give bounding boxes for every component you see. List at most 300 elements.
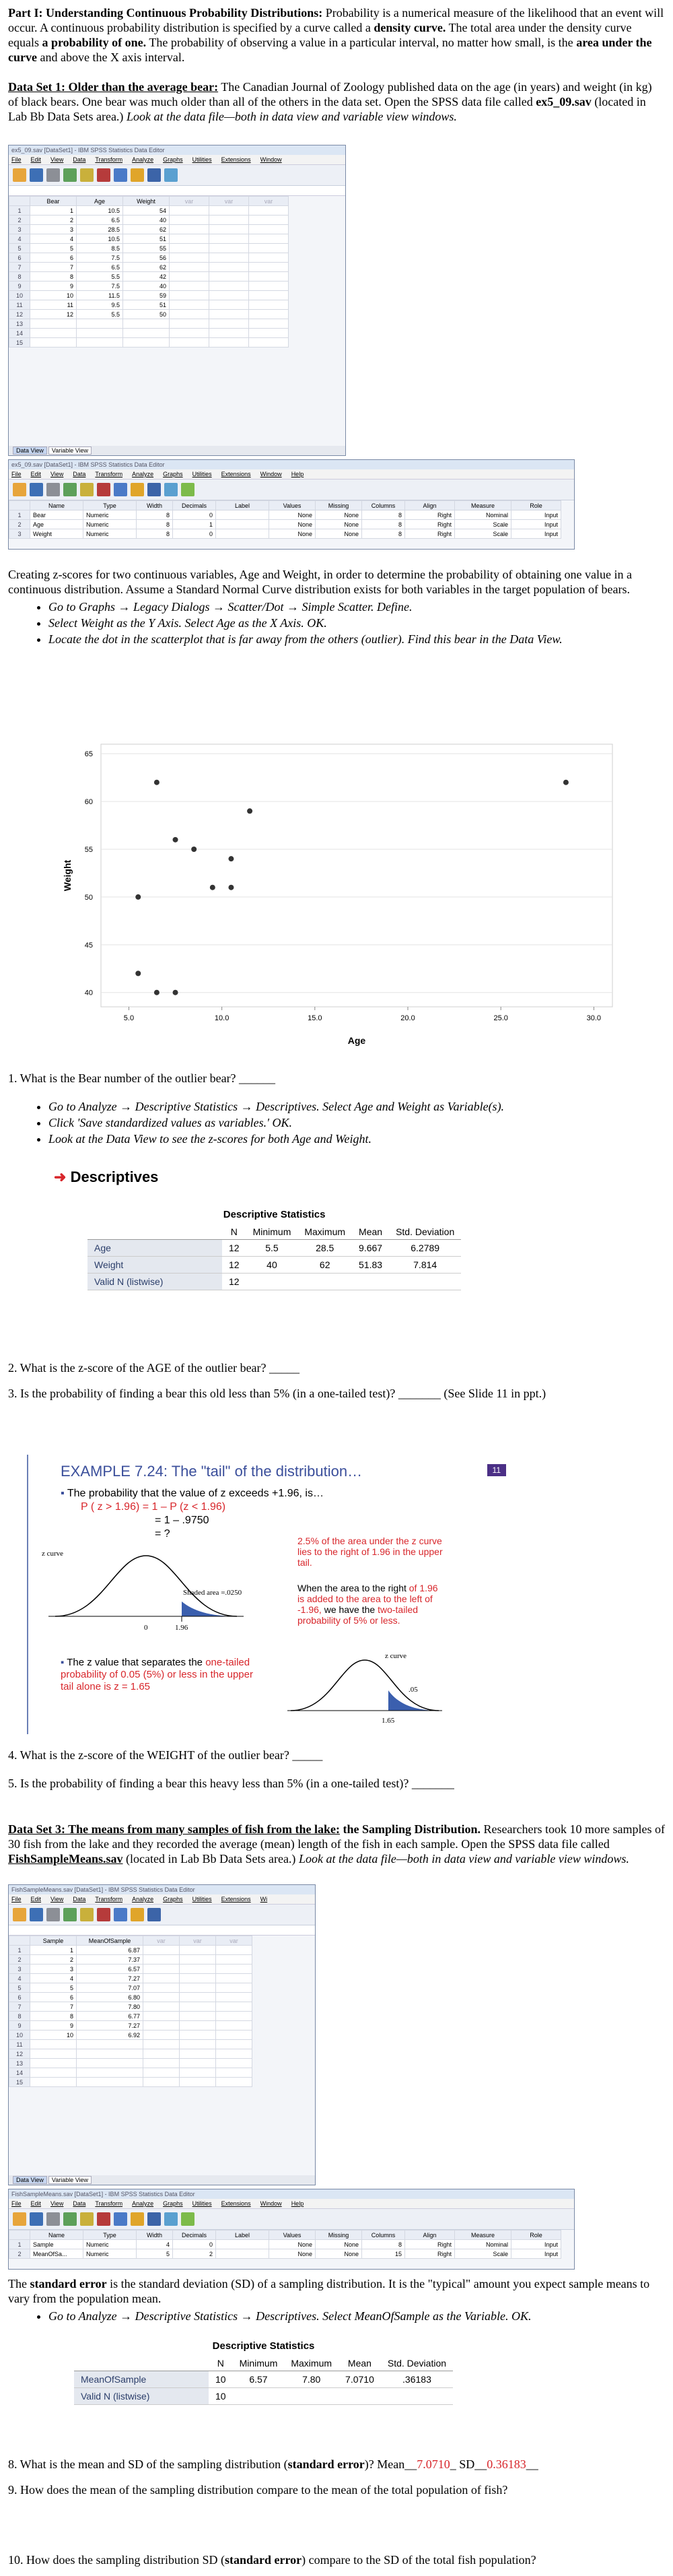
table-cell[interactable]: 6 <box>30 253 77 263</box>
table-cell[interactable] <box>30 2068 77 2078</box>
table-cell[interactable] <box>209 338 249 348</box>
column-header[interactable]: Bear <box>30 197 77 206</box>
row-number[interactable]: 2 <box>9 216 30 225</box>
menu-item[interactable]: Data <box>73 1896 86 1903</box>
row-number[interactable]: 3 <box>9 225 30 234</box>
table-cell[interactable] <box>170 291 209 300</box>
menu-item[interactable]: Graphs <box>163 156 183 163</box>
table-cell[interactable]: 51 <box>123 300 170 310</box>
open-folder-icon[interactable] <box>13 1908 26 1921</box>
table-cell[interactable] <box>143 2059 180 2068</box>
variables-icon[interactable] <box>114 1908 127 1921</box>
table-cell[interactable]: 6 <box>30 1993 77 2002</box>
table-cell[interactable]: Sample <box>30 2240 83 2249</box>
table-cell[interactable] <box>143 1946 180 1955</box>
table-cell[interactable] <box>143 2030 180 2040</box>
row-number[interactable]: 5 <box>9 244 30 253</box>
table-cell[interactable]: 62 <box>123 263 170 272</box>
table-cell[interactable]: 5.5 <box>77 310 123 319</box>
table-cell[interactable]: 4 <box>137 2240 173 2249</box>
table-cell[interactable]: 7.27 <box>77 2021 143 2030</box>
table-cell[interactable]: 0 <box>173 510 216 520</box>
column-header[interactable]: var <box>216 1936 252 1946</box>
table-cell[interactable] <box>170 282 209 291</box>
table-cell[interactable]: 1 <box>173 520 216 529</box>
table-cell[interactable] <box>143 1983 180 1993</box>
column-header[interactable]: Age <box>77 197 123 206</box>
table-cell[interactable] <box>77 2040 143 2049</box>
table-cell[interactable]: 8.5 <box>77 244 123 253</box>
save-icon[interactable] <box>30 483 43 496</box>
table-cell[interactable] <box>170 234 209 244</box>
menu-item[interactable]: Analyze <box>132 471 154 477</box>
weight-cases-icon[interactable] <box>164 483 178 496</box>
table-cell[interactable] <box>216 2068 252 2078</box>
menu-item[interactable]: Graphs <box>163 471 183 477</box>
menu-item[interactable]: Edit <box>30 2200 42 2207</box>
table-cell[interactable]: Numeric <box>83 529 137 539</box>
table-cell[interactable] <box>249 300 289 310</box>
table-cell[interactable]: 0 <box>173 2240 216 2249</box>
table-cell[interactable] <box>216 2240 269 2249</box>
table-cell[interactable]: 6.5 <box>77 263 123 272</box>
goto-case-icon[interactable] <box>97 1908 110 1921</box>
menu-item[interactable]: Help <box>291 471 304 477</box>
weight-cases-icon[interactable] <box>164 168 178 182</box>
table-cell[interactable]: 62 <box>123 225 170 234</box>
table-cell[interactable]: 28.5 <box>77 225 123 234</box>
table-cell[interactable]: Input <box>511 510 561 520</box>
table-cell[interactable] <box>216 1955 252 1964</box>
table-cell[interactable] <box>249 244 289 253</box>
table-cell[interactable] <box>77 338 123 348</box>
row-number[interactable]: 8 <box>9 2012 30 2021</box>
table-cell[interactable]: Nominal <box>455 2240 511 2249</box>
table-cell[interactable]: Age <box>30 520 83 529</box>
row-number[interactable]: 12 <box>9 2049 30 2059</box>
menu-item[interactable]: Extensions <box>221 156 251 163</box>
table-cell[interactable]: 7.07 <box>77 1983 143 1993</box>
table-cell[interactable] <box>180 1983 216 1993</box>
table-cell[interactable]: 7.5 <box>77 253 123 263</box>
table-cell[interactable]: 42 <box>123 272 170 282</box>
table-cell[interactable]: 55 <box>123 244 170 253</box>
menu-item[interactable]: Graphs <box>163 1896 183 1903</box>
tab-data-view[interactable]: Data View <box>13 447 47 455</box>
row-number[interactable]: 2 <box>9 2249 30 2259</box>
row-number[interactable]: 13 <box>9 2059 30 2068</box>
table-cell[interactable] <box>209 282 249 291</box>
row-number[interactable]: 3 <box>9 529 30 539</box>
table-cell[interactable] <box>216 510 269 520</box>
find-icon[interactable] <box>131 1908 144 1921</box>
table-cell[interactable]: 4 <box>30 1974 77 1983</box>
table-cell[interactable]: 7.37 <box>77 1955 143 1964</box>
save-icon[interactable] <box>30 2212 43 2226</box>
tab-data-view[interactable]: Data View <box>13 2176 47 2184</box>
row-number[interactable]: 8 <box>9 272 30 282</box>
table-cell[interactable] <box>249 263 289 272</box>
table-cell[interactable]: 50 <box>123 310 170 319</box>
table-cell[interactable] <box>249 338 289 348</box>
menu-item[interactable]: File <box>11 471 22 477</box>
table-cell[interactable] <box>216 2040 252 2049</box>
dialog-recall-icon[interactable] <box>63 2212 77 2226</box>
table-cell[interactable] <box>216 520 269 529</box>
table-cell[interactable]: 6.92 <box>77 2030 143 2040</box>
table-cell[interactable] <box>180 2030 216 2040</box>
table-cell[interactable]: None <box>269 510 316 520</box>
row-number[interactable]: 4 <box>9 1974 30 1983</box>
undo-icon[interactable] <box>80 1908 94 1921</box>
table-cell[interactable] <box>216 2002 252 2012</box>
row-number[interactable]: 2 <box>9 520 30 529</box>
table-cell[interactable] <box>249 225 289 234</box>
table-cell[interactable] <box>143 1974 180 1983</box>
column-header[interactable]: MeanOfSample <box>77 1936 143 1946</box>
table-cell[interactable]: 8 <box>362 529 405 539</box>
menu-item[interactable]: Help <box>291 2200 304 2207</box>
row-number[interactable]: 14 <box>9 2068 30 2078</box>
table-cell[interactable]: Nominal <box>455 510 511 520</box>
table-cell[interactable]: 8 <box>362 520 405 529</box>
table-cell[interactable] <box>216 1964 252 1974</box>
table-cell[interactable]: Input <box>511 2249 561 2259</box>
table-cell[interactable] <box>123 338 170 348</box>
table-cell[interactable]: None <box>316 2240 362 2249</box>
menu-item[interactable]: Transform <box>95 1896 123 1903</box>
menu-item[interactable]: Extensions <box>221 1896 251 1903</box>
table-cell[interactable]: None <box>316 529 362 539</box>
table-cell[interactable] <box>143 1955 180 1964</box>
table-cell[interactable] <box>216 2078 252 2087</box>
table-cell[interactable] <box>249 319 289 329</box>
table-cell[interactable]: Numeric <box>83 2240 137 2249</box>
table-cell[interactable]: 11 <box>30 300 77 310</box>
table-cell[interactable]: None <box>316 2249 362 2259</box>
menu-item[interactable]: Analyze <box>132 1896 154 1903</box>
menu-item[interactable]: Utilities <box>192 1896 212 1903</box>
table-cell[interactable] <box>180 2002 216 2012</box>
table-cell[interactable] <box>30 2049 77 2059</box>
table-cell[interactable]: 8 <box>30 2012 77 2021</box>
row-number[interactable]: 1 <box>9 206 30 216</box>
row-number[interactable]: 11 <box>9 300 30 310</box>
table-cell[interactable] <box>216 2249 269 2259</box>
table-cell[interactable]: 1 <box>30 206 77 216</box>
tab-variable-view[interactable]: Variable View <box>48 447 92 455</box>
menu-item[interactable]: Data <box>73 156 86 163</box>
row-number[interactable]: 3 <box>9 1964 30 1974</box>
print-icon[interactable] <box>46 168 60 182</box>
menu-item[interactable]: Window <box>260 2200 282 2207</box>
table-cell[interactable]: Right <box>405 2249 455 2259</box>
table-cell[interactable] <box>209 291 249 300</box>
table-cell[interactable]: 7.5 <box>77 282 123 291</box>
table-cell[interactable] <box>249 253 289 263</box>
table-cell[interactable] <box>180 2021 216 2030</box>
menu-item[interactable]: Transform <box>95 156 123 163</box>
table-cell[interactable] <box>180 2078 216 2087</box>
table-cell[interactable] <box>77 329 123 338</box>
table-cell[interactable] <box>180 1974 216 1983</box>
table-cell[interactable]: 4 <box>30 234 77 244</box>
print-icon[interactable] <box>46 1908 60 1921</box>
table-cell[interactable]: 59 <box>123 291 170 300</box>
menu-item[interactable]: Data <box>73 2200 86 2207</box>
menu-item[interactable]: Transform <box>95 471 123 477</box>
print-icon[interactable] <box>46 2212 60 2226</box>
undo-icon[interactable] <box>80 168 94 182</box>
row-number[interactable]: 5 <box>9 1983 30 1993</box>
row-number[interactable]: 4 <box>9 234 30 244</box>
find-icon[interactable] <box>131 483 144 496</box>
table-cell[interactable] <box>143 1993 180 2002</box>
table-cell[interactable] <box>180 2049 216 2059</box>
table-cell[interactable] <box>77 2049 143 2059</box>
table-cell[interactable]: Bear <box>30 510 83 520</box>
row-number[interactable]: 11 <box>9 2040 30 2049</box>
table-cell[interactable] <box>209 319 249 329</box>
table-cell[interactable] <box>30 2059 77 2068</box>
table-cell[interactable]: 8 <box>137 510 173 520</box>
column-header[interactable]: var <box>180 1936 216 1946</box>
table-cell[interactable] <box>77 2059 143 2068</box>
table-cell[interactable] <box>143 2049 180 2059</box>
table-cell[interactable] <box>180 1964 216 1974</box>
table-cell[interactable] <box>170 206 209 216</box>
row-number[interactable]: 15 <box>9 2078 30 2087</box>
find-icon[interactable] <box>131 168 144 182</box>
menu-item[interactable]: Utilities <box>192 156 212 163</box>
menu-item[interactable]: Analyze <box>132 2200 154 2207</box>
menu-item[interactable]: File <box>11 2200 22 2207</box>
table-cell[interactable]: Numeric <box>83 510 137 520</box>
table-cell[interactable]: Scale <box>455 520 511 529</box>
table-cell[interactable] <box>209 234 249 244</box>
table-cell[interactable]: 10.5 <box>77 234 123 244</box>
table-cell[interactable]: 6.87 <box>77 1946 143 1955</box>
table-cell[interactable]: 6.57 <box>77 1964 143 1974</box>
column-header[interactable]: var <box>249 197 289 206</box>
table-cell[interactable]: Right <box>405 520 455 529</box>
row-number[interactable]: 1 <box>9 510 30 520</box>
open-folder-icon[interactable] <box>13 483 26 496</box>
table-cell[interactable]: None <box>316 520 362 529</box>
value-labels-icon[interactable] <box>181 2212 194 2226</box>
table-cell[interactable]: 6.80 <box>77 1993 143 2002</box>
table-cell[interactable] <box>30 2078 77 2087</box>
menu-item[interactable]: File <box>11 1896 22 1903</box>
table-cell[interactable]: Right <box>405 529 455 539</box>
table-cell[interactable] <box>216 1983 252 1993</box>
table-cell[interactable] <box>143 2068 180 2078</box>
table-cell[interactable]: 40 <box>123 216 170 225</box>
table-cell[interactable]: None <box>269 520 316 529</box>
table-cell[interactable] <box>170 272 209 282</box>
table-cell[interactable] <box>143 2040 180 2049</box>
table-cell[interactable] <box>209 206 249 216</box>
menu-item[interactable]: Edit <box>30 1896 42 1903</box>
table-cell[interactable]: 12 <box>30 310 77 319</box>
table-cell[interactable]: 0 <box>173 529 216 539</box>
table-cell[interactable] <box>170 216 209 225</box>
split-file-icon[interactable] <box>147 483 161 496</box>
table-cell[interactable] <box>170 319 209 329</box>
table-cell[interactable]: 2 <box>30 1955 77 1964</box>
tab-variable-view[interactable]: Variable View <box>48 2176 92 2184</box>
table-cell[interactable]: 11.5 <box>77 291 123 300</box>
table-cell[interactable]: 54 <box>123 206 170 216</box>
table-cell[interactable] <box>123 329 170 338</box>
table-cell[interactable]: 3 <box>30 1964 77 1974</box>
menu-item[interactable]: Analyze <box>132 156 154 163</box>
table-cell[interactable]: Input <box>511 520 561 529</box>
table-cell[interactable] <box>180 2012 216 2021</box>
table-cell[interactable]: 8 <box>362 2240 405 2249</box>
table-cell[interactable]: Numeric <box>83 2249 137 2259</box>
table-cell[interactable]: Scale <box>455 2249 511 2259</box>
table-cell[interactable] <box>216 2049 252 2059</box>
table-cell[interactable] <box>249 310 289 319</box>
row-number[interactable]: 7 <box>9 2002 30 2012</box>
row-number[interactable]: 1 <box>9 2240 30 2249</box>
table-cell[interactable] <box>123 319 170 329</box>
table-cell[interactable]: None <box>269 529 316 539</box>
print-icon[interactable] <box>46 483 60 496</box>
table-cell[interactable] <box>170 300 209 310</box>
table-cell[interactable]: Right <box>405 2240 455 2249</box>
menu-item[interactable]: Extensions <box>221 471 251 477</box>
table-cell[interactable]: Weight <box>30 529 83 539</box>
table-cell[interactable] <box>216 1974 252 1983</box>
table-cell[interactable] <box>143 2012 180 2021</box>
menu-item[interactable]: Transform <box>95 2200 123 2207</box>
dialog-recall-icon[interactable] <box>63 483 77 496</box>
menu-item[interactable]: Data <box>73 471 86 477</box>
row-number[interactable]: 12 <box>9 310 30 319</box>
table-cell[interactable]: 7.27 <box>77 1974 143 1983</box>
table-cell[interactable]: 9.5 <box>77 300 123 310</box>
table-cell[interactable] <box>77 2068 143 2078</box>
table-cell[interactable]: 7 <box>30 263 77 272</box>
row-number[interactable]: 7 <box>9 263 30 272</box>
menu-item[interactable]: View <box>50 471 64 477</box>
weight-cases-icon[interactable] <box>164 2212 178 2226</box>
table-cell[interactable]: 9 <box>30 282 77 291</box>
table-cell[interactable] <box>180 2059 216 2068</box>
table-cell[interactable] <box>170 225 209 234</box>
table-cell[interactable] <box>209 253 249 263</box>
table-cell[interactable] <box>249 282 289 291</box>
table-cell[interactable] <box>209 263 249 272</box>
table-cell[interactable]: 1 <box>30 1946 77 1955</box>
table-cell[interactable] <box>249 291 289 300</box>
table-cell[interactable]: Right <box>405 510 455 520</box>
table-cell[interactable]: 8 <box>30 272 77 282</box>
table-cell[interactable]: 2 <box>173 2249 216 2259</box>
table-cell[interactable] <box>216 1946 252 1955</box>
table-cell[interactable]: 3 <box>30 225 77 234</box>
table-cell[interactable] <box>216 2059 252 2068</box>
menu-item[interactable]: Edit <box>30 471 42 477</box>
goto-case-icon[interactable] <box>97 483 110 496</box>
goto-case-icon[interactable] <box>97 2212 110 2226</box>
table-cell[interactable] <box>170 263 209 272</box>
table-cell[interactable] <box>143 1964 180 1974</box>
table-cell[interactable] <box>170 310 209 319</box>
table-cell[interactable] <box>180 1946 216 1955</box>
undo-icon[interactable] <box>80 483 94 496</box>
table-cell[interactable]: Numeric <box>83 520 137 529</box>
row-number[interactable]: 13 <box>9 319 30 329</box>
table-cell[interactable] <box>180 2068 216 2078</box>
table-cell[interactable] <box>30 329 77 338</box>
table-cell[interactable] <box>30 319 77 329</box>
menu-item[interactable]: Utilities <box>192 2200 212 2207</box>
table-cell[interactable]: 51 <box>123 234 170 244</box>
menu-item[interactable]: File <box>11 156 22 163</box>
table-cell[interactable] <box>180 1955 216 1964</box>
table-cell[interactable] <box>143 2021 180 2030</box>
goto-case-icon[interactable] <box>97 168 110 182</box>
table-cell[interactable] <box>170 253 209 263</box>
table-cell[interactable] <box>77 319 123 329</box>
table-cell[interactable] <box>216 2012 252 2021</box>
row-number[interactable]: 9 <box>9 2021 30 2030</box>
dialog-recall-icon[interactable] <box>63 168 77 182</box>
table-cell[interactable]: 7 <box>30 2002 77 2012</box>
row-number[interactable]: 9 <box>9 282 30 291</box>
table-cell[interactable] <box>249 329 289 338</box>
dialog-recall-icon[interactable] <box>63 1908 77 1921</box>
table-cell[interactable] <box>209 272 249 282</box>
table-cell[interactable]: 9 <box>30 2021 77 2030</box>
menu-item[interactable]: Utilities <box>192 471 212 477</box>
menu-item[interactable]: Graphs <box>163 2200 183 2207</box>
table-cell[interactable]: 8 <box>362 510 405 520</box>
table-cell[interactable] <box>30 2040 77 2049</box>
table-cell[interactable] <box>180 2040 216 2049</box>
table-cell[interactable] <box>209 225 249 234</box>
table-cell[interactable] <box>170 329 209 338</box>
menu-item[interactable]: Edit <box>30 156 42 163</box>
table-cell[interactable]: Input <box>511 2240 561 2249</box>
table-cell[interactable] <box>209 329 249 338</box>
table-cell[interactable]: 2 <box>30 216 77 225</box>
menu-item[interactable]: Window <box>260 156 282 163</box>
variables-icon[interactable] <box>114 2212 127 2226</box>
table-cell[interactable] <box>209 216 249 225</box>
save-icon[interactable] <box>30 1908 43 1921</box>
menu-item[interactable]: View <box>50 2200 64 2207</box>
save-icon[interactable] <box>30 168 43 182</box>
open-folder-icon[interactable] <box>13 2212 26 2226</box>
table-cell[interactable] <box>216 1993 252 2002</box>
undo-icon[interactable] <box>80 2212 94 2226</box>
table-cell[interactable]: None <box>269 2240 316 2249</box>
column-header[interactable]: Weight <box>123 197 170 206</box>
open-folder-icon[interactable] <box>13 168 26 182</box>
table-cell[interactable]: 8 <box>137 520 173 529</box>
table-cell[interactable] <box>143 2002 180 2012</box>
column-header[interactable]: Sample <box>30 1936 77 1946</box>
table-cell[interactable] <box>180 1993 216 2002</box>
table-cell[interactable]: 7.80 <box>77 2002 143 2012</box>
table-cell[interactable]: 6.77 <box>77 2012 143 2021</box>
table-cell[interactable] <box>30 338 77 348</box>
variables-icon[interactable] <box>114 168 127 182</box>
